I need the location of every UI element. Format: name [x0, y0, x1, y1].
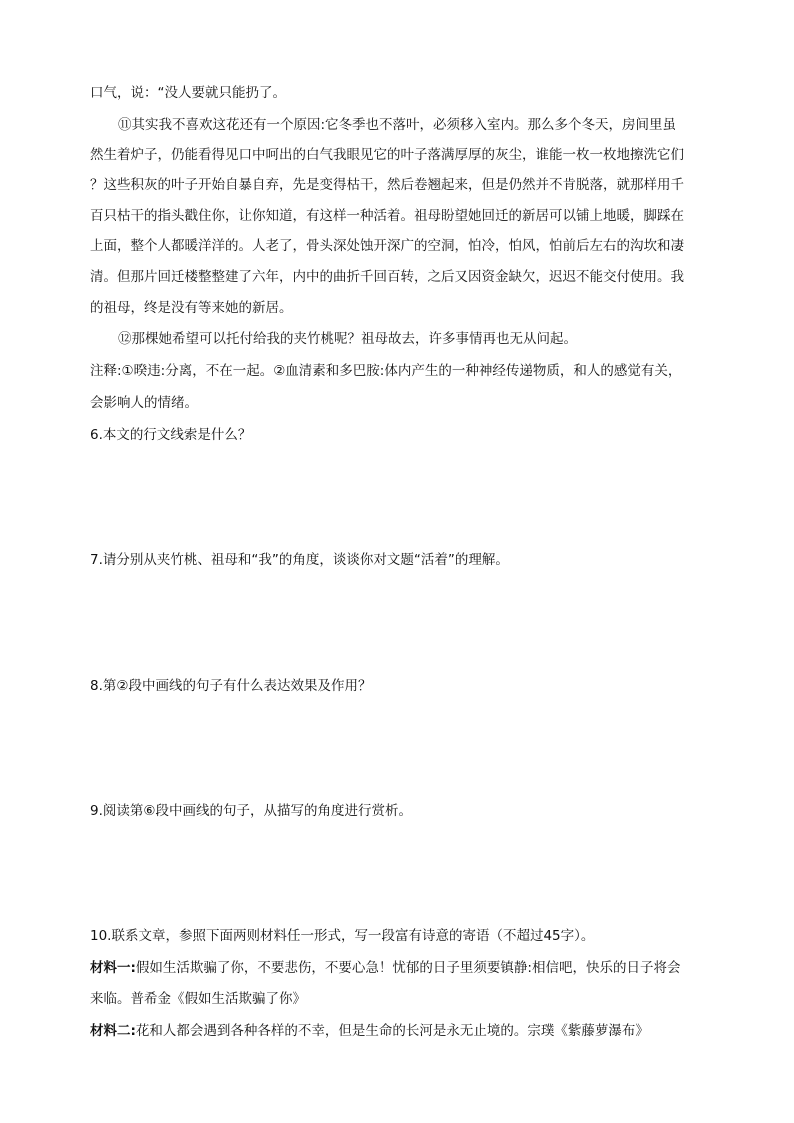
- question-8: 8.第②段中画线的句子有什么表达效果及作用？: [90, 678, 372, 694]
- footnote-line: 注释:①暌违:分离，不在一起。②血清素和多巴胺:体内产生的一种神经传递物质，和人的感觉有关，: [90, 363, 682, 379]
- question-6: 6.本文的行文线索是什么？: [90, 427, 252, 443]
- material-one-label: 材料一:: [90, 960, 136, 976]
- question-9: 9.阅读第⑥段中画线的句子，从描写的角度进行赏析。: [90, 803, 412, 819]
- footnote-line: 会影响人的情绪。: [90, 395, 198, 411]
- paragraph-11-start: ⑪其实我不喜欢这花还有一个原因:它冬季也不落叶，必须移入室内。那么多个冬天，房间里虽: [118, 117, 677, 133]
- body-line: 然生着炉子，仍能看得见口中呵出的白气我眼见它的叶子落满厚厚的灰尘，谁能一枚一枚地擦洗它们: [90, 147, 684, 163]
- paragraph-12: ⑫那棵她希望可以托付给我的夹竹桃呢？祖母故去，许多事情再也无从问起。: [118, 331, 577, 347]
- material-two-label: 材料二:: [90, 1023, 136, 1039]
- body-line: 百只枯干的指头戳住你，让你知道，有这样一种活着。祖母盼望她回迁的新居可以铺上地暖，脚踩在: [90, 208, 684, 224]
- body-line: 的祖母，终是没有等来她的新居。: [90, 300, 293, 316]
- body-line: ？这些积灰的叶子开始自暴自弃，先是变得枯干，然后卷翘起来，但是仍然并不肯脱落，就那样用千: [90, 177, 684, 193]
- question-10: 10.联系文章，参照下面两则材料任一形式，写一段富有诗意的寄语（不超过45字）。: [90, 928, 595, 944]
- material-one: [90, 958, 710, 978]
- body-line: 上面，整个人都暖洋洋的。人老了，骨头深处蚀开深广的空洞，怕冷，怕风，怕前后左右的沟坎和凄: [90, 238, 684, 254]
- body-line: 清。但那片回迁楼整整建了六年，内中的曲折千回百转，之后又因资金缺欠，迟迟不能交付使用。我: [90, 269, 684, 285]
- material-two: [90, 1021, 710, 1041]
- body-line: 口气，说：“没人要就只能扔了。: [90, 85, 286, 101]
- material-one-text: 假如生活欺骗了你，不要悲伤，不要心急！忧郁的日子里须要镇静:相信吧，快乐的日子将会: [135, 960, 681, 976]
- question-7: 7.请分别从夹竹桃、祖母和“我”的角度，谈谈你对文题“活着”的理解。: [90, 552, 509, 568]
- material-two-text: 花和人都会遇到各种各样的不幸，但是生命的长河是永无止境的。宗璞《紫藤萝瀑布》: [135, 1023, 649, 1039]
- material-one-cont: 来临。普希金《假如生活欺骗了你》: [90, 991, 306, 1007]
